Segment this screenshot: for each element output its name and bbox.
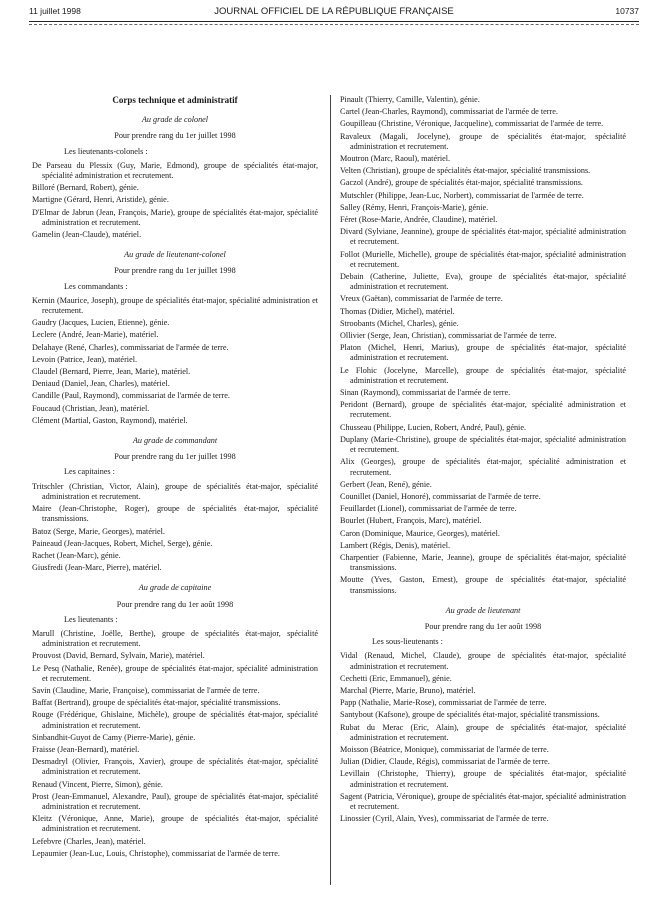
list-item: Caron (Dominique, Maurice, Georges), matériel. (340, 528, 500, 538)
list-item: Sagent (Patricia, Véronique), groupe de spécialités état-major, spécialité administration et recrutement. (340, 791, 626, 811)
list-item: Julian (Didier, Claude, Régis), commissariat de l'armée de terre. (340, 757, 550, 767)
list-item: De Parseau du Plessix (Guy, Marie, Edmond), groupe de spécialités état-major, spécialité administration et recrutement. (32, 160, 318, 181)
list-item: Platon (Michel, Henri, Marius), groupe de spécialités état-major, spécialité administration et recrutement. (340, 343, 626, 363)
list-item: Peridont (Bernard), groupe de spécialités état-major, spécialité administration et recrutement. (340, 400, 626, 420)
list-item: Chusseau (Philippe, Lucien, Robert, André, Paul), génie. (340, 422, 527, 432)
section-title: Corps technique et administratif (112, 95, 238, 105)
list-item: Gaudry (Jacques, Lucien, Etienne), génie. (32, 318, 170, 328)
list-item: Rachet (Jean-Marc), génie. (32, 550, 121, 560)
list-item: Moisson (Béatrice, Monique), commissariat de l'armée de terre. (340, 744, 549, 754)
list-item: Feuillardet (Lionel), commissariat de l'armée de terre. (340, 504, 517, 514)
list-item: Paineaud (Jean-Jacques, Robert, Michel, Serge), génie. (32, 538, 213, 548)
list-item: Debain (Catherine, Juliette, Eva), groupe de spécialités état-major, spécialité administration et recrutement. (340, 272, 626, 292)
list-item: Leclere (André, Jean-Marie), matériel. (32, 330, 159, 340)
list-item: Claudel (Bernard, Pierre, Jean, Marie), matériel. (32, 367, 191, 377)
list-item: Cechetti (Eric, Emmanuel), génie. (340, 673, 452, 683)
list-item: Velten (Christian), groupe de spécialités état-major, spécialité transmissions. (340, 166, 591, 176)
list-item: Baffat (Bertrand), groupe de spécialités état-major, spécialité transmissions. (32, 698, 281, 708)
list-item: Marchal (Pierre, Marie, Bruno), matériel. (340, 685, 476, 695)
list-item: Levoin (Patrice, Jean), matériel. (32, 354, 138, 364)
list-item: Candille (Paul, Raymond), commissariat de l'armée de terre. (32, 391, 230, 401)
list-item: Bourlet (Hubert, François, Marc), matériel. (340, 516, 482, 526)
header-rule (29, 21, 639, 22)
list-item: Tritschler (Christian, Victor, Alain), groupe de spécialités état-major, spécialité administration et recrutement. (32, 481, 318, 501)
right-column (340, 95, 626, 826)
list-item: Rubat du Merac (Eric, Alain), groupe de spécialités état-major, spécialité administration et recrutement. (340, 722, 626, 742)
list-item: Rouge (Frédérique, Ghislaine, Michèle), groupe de spécialités état-major, spécialité administration et recrutement. (32, 710, 318, 730)
list-item: Ollivier (Serge, Jean, Christian), commissariat de l'armée de terre. (340, 331, 557, 341)
column-divider (330, 95, 331, 885)
list-heading: Les commandants : (64, 281, 128, 291)
list-heading: Les lieutenants-colonels : (64, 146, 148, 156)
list-item: Salley (Rémy, Henri, François-Marie), génie. (340, 202, 489, 212)
list-heading: Les capitaines : (64, 467, 115, 477)
list-item: Follot (Murielle, Michelle), groupe de spécialités état-major, spécialité administration et recrutement. (340, 249, 626, 269)
list-item: Papp (Nathalie, Marie-Rose), commissariat de l'armée de terre. (340, 698, 547, 708)
list-item: Alix (Georges), groupe de spécialités état-major, spécialité administration et recrutement. (340, 457, 626, 477)
list-item: Duplany (Marie-Christine), groupe de spécialités état-major, spécialité administration et recrutement. (340, 434, 626, 455)
rank-date-line: Pour prendre rang du 1er juillet 1998 (114, 131, 236, 141)
list-item: Mutschler (Philippe, Jean-Luc, Norbert), commissariat de l'armée de terre. (340, 190, 584, 200)
list-item: Prouvost (David, Bernard, Sylvain, Marie), matériel. (32, 651, 205, 661)
grade-heading: Au grade de lieutenant (445, 605, 521, 615)
list-heading: Les sous-lieutenants : (372, 637, 443, 647)
list-item: Cartel (Jean-Charles, Raymond), commissariat de l'armée de terre. (340, 107, 558, 117)
list-item: Delahaye (René, Charles), commissariat de l'armée de terre. (32, 342, 229, 352)
list-item: Goupilleau (Christine, Véronique, Jacqueline), commissariat de l'armée de terre. (340, 119, 604, 129)
list-item: Batoz (Serge, Marie, Georges), matériel. (32, 526, 165, 536)
page-header (29, 6, 639, 20)
list-item: Charpentier (Fabienne, Marie, Jeanne), groupe de spécialités état-major, spécialité transmissions. (340, 552, 626, 573)
list-item: Divard (Sylviane, Jeannine), groupe de spécialités état-major, spécialité administration et recrutement. (340, 227, 626, 247)
list-item: Maire (Jean-Christophe, Roger), groupe de spécialités état-major, spécialité transmissions. (32, 504, 318, 524)
left-column (32, 95, 318, 861)
grade-heading: Au grade de capitaine (138, 583, 212, 593)
list-item: Desmadryl (Olivier, François, Xavier), groupe de spécialités état-major, spécialité administration et recrutement. (32, 757, 318, 777)
list-item: Vidal (Renaud, Michel, Claude), groupe de spécialités état-major, spécialité administration et recrutement. (340, 651, 626, 671)
list-item: Gaczol (André), groupe de spécialités état-major, spécialité transmissions. (340, 178, 583, 188)
list-item: Prost (Jean-Emmanuel, Alexandre, Paul), groupe de spécialités état-major, spécialité administration et recrutement. (32, 791, 318, 811)
list-heading: Les lieutenants : (64, 614, 118, 624)
list-item: D'Elmar de Jabrun (Jean, François, Marie), groupe de spécialités état-major, spécialité administration et recrutement. (32, 207, 318, 227)
list-item: Linossier (Cyril, Alain, Yves), commissariat de l'armée de terre. (340, 814, 549, 824)
list-item: Marull (Christine, Joëlle, Berthe), groupe de spécialités état-major, spécialité administration et recrutement. (32, 628, 318, 649)
list-item: Vreux (Gaëtan), commissariat de l'armée de terre. (340, 294, 503, 304)
list-item: Levillain (Christophe, Thierry), groupe de spécialités état-major, spécialité administration et recrutement. (340, 769, 626, 789)
list-item: Renaud (Vincent, Pierre, Simon), génie. (32, 779, 163, 789)
header-date: 11 juillet 1998 (29, 6, 81, 16)
grade-heading: Au grade de lieutenant-colonel (124, 250, 226, 260)
list-item: Foucaud (Christian, Jean), matériel. (32, 403, 150, 413)
rank-date-line: Pour prendre rang du 1er juillet 1998 (114, 452, 236, 462)
list-item: Le Flohic (Jocelyne, Marcelle), groupe de spécialités état-major, spécialité administration et recrutement. (340, 365, 626, 385)
list-item: Santybout (Kafsone), groupe de spécialités état-major, spécialité transmissions. (340, 710, 600, 720)
list-item: Moutte (Yves, Gaston, Ernest), groupe de spécialités état-major, spécialité transmissions. (340, 575, 626, 595)
rank-date-line: Pour prendre rang du 1er août 1998 (424, 621, 542, 631)
rank-date-line: Pour prendre rang du 1er juillet 1998 (114, 266, 236, 276)
list-item: Ravaleux (Magali, Jocelyne), groupe de spécialités état-major, spécialité administration et recrutement. (340, 131, 626, 151)
list-item: Savin (Claudine, Marie, Françoise), commissariat de l'armée de terre. (32, 685, 260, 695)
list-item: Le Pesq (Nathalie, Renée), groupe de spécialités état-major, spécialité administration et recrutement. (32, 663, 318, 683)
list-item: Giusfredi (Jean-Marc, Pierre), matériel. (32, 563, 162, 573)
list-item: Kernin (Maurice, Joseph), groupe de spécialités état-major, spécialité administration et recrutement. (32, 295, 318, 316)
list-item: Pinault (Thierry, Camille, Valentin), génie. (340, 95, 480, 104)
list-item: Clément (Martial, Gaston, Raymond), matériel. (32, 415, 188, 425)
list-item: Fraisse (Jean-Bernard), matériel. (32, 744, 140, 754)
header-page-number: 10737 (615, 6, 639, 16)
list-item: Moutron (Marc, Raoul), matériel. (340, 154, 451, 164)
list-item: Billoré (Bernard, Robert), génie. (32, 183, 139, 193)
list-item: Féret (Rose-Marie, Andrée, Claudine), matériel. (340, 215, 498, 225)
list-item: Thomas (Didier, Michel), matériel. (340, 306, 455, 316)
grade-heading: Au grade de commandant (132, 436, 218, 446)
list-item: Martigne (Gérard, Henri, Aristide), génie. (32, 195, 169, 205)
list-item: Counillet (Daniel, Honoré), commissariat de l'armée de terre. (340, 491, 541, 501)
list-item: Gerbert (Jean, René), génie. (340, 479, 432, 489)
list-item: Lambert (Régis, Denis), matériel. (340, 540, 451, 550)
list-item: Deniaud (Daniel, Jean, Charles), matériel. (32, 379, 170, 389)
header-rule-dashed (29, 24, 639, 25)
list-item: Gamelin (Jean-Claude), matériel. (32, 230, 142, 240)
list-item: Lepaumier (Jean-Luc, Louis, Christophe), commissariat de l'armée de terre. (32, 848, 280, 858)
list-item: Kleitz (Véronique, Anne, Marie), groupe de spécialités état-major, spécialité administration et recrutement. (32, 814, 318, 834)
list-item: Lefebvre (Charles, Jean), matériel. (32, 836, 146, 846)
list-item: Stroobants (Michel, Charles), génie. (340, 318, 459, 328)
rank-date-line: Pour prendre rang du 1er août 1998 (116, 599, 234, 609)
list-item: Sinbandhit-Guyot de Camy (Pierre-Marie), génie. (32, 732, 196, 742)
list-item: Sinan (Raymond), commissariat de l'armée de terre. (340, 388, 511, 398)
header-journal-title: JOURNAL OFFICIEL DE LA RÉPUBLIQUE FRANÇAISE (214, 6, 454, 17)
grade-heading: Au grade de colonel (141, 115, 209, 125)
